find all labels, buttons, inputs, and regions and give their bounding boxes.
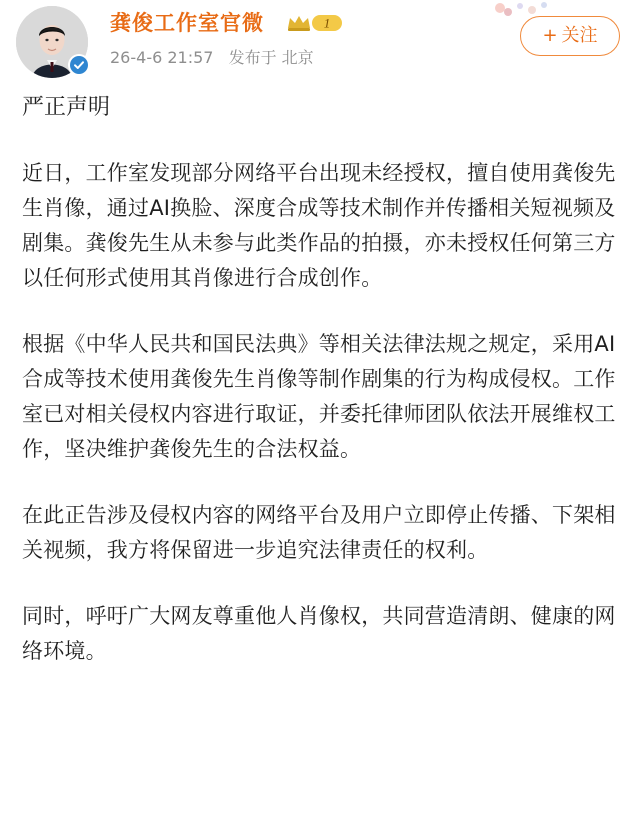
member-level: 1 <box>323 15 331 31</box>
plus-icon: + <box>542 25 558 46</box>
paragraph-1: 近日，工作室发现部分网络平台出现未经授权，擅自使用龚俊先生肖像，通过AI换脸、深度合成等技术制作并传播相关短视频及剧集。龚俊先生从未参与此类作品的拍摄，亦未授权任何第三方以任何形式使用其肖像进行合成创作。 <box>22 161 616 290</box>
post-timestamp: 26-4-6 21:57 <box>110 48 214 67</box>
post-content <box>22 90 618 669</box>
post-location: 发布于 北京 <box>228 48 314 67</box>
follow-label: 关注 <box>561 25 598 46</box>
verified-badge <box>68 54 90 76</box>
paragraph-3: 在此正告涉及侵权内容的网络平台及用户立即停止传播、下架相关视频，我方将保留进一步追究法律责任的权利。 <box>22 503 616 562</box>
crown-member-icon <box>286 12 344 34</box>
member-badge[interactable] <box>286 12 344 34</box>
statement-title: 严正声明 <box>22 95 111 120</box>
post-meta <box>110 46 314 70</box>
verified-check-icon <box>70 56 88 74</box>
follow-button[interactable] <box>520 16 620 56</box>
post-header <box>0 0 640 90</box>
account-name[interactable]: 龚俊工作室官微 <box>110 11 264 35</box>
paragraph-2: 根据《中华人民共和国民法典》等相关法律法规之规定，采用AI合成等技术使用龚俊先生肖像等制作剧集的行为构成侵权。工作室已对相关侵权内容进行取证，并委托律师团队依法开展维权工作，坚决维护龚俊先生的合法权益。 <box>22 332 616 461</box>
paragraph-4: 同时，呼吁广大网友尊重他人肖像权，共同营造清朗、健康的网络环境。 <box>22 604 616 663</box>
